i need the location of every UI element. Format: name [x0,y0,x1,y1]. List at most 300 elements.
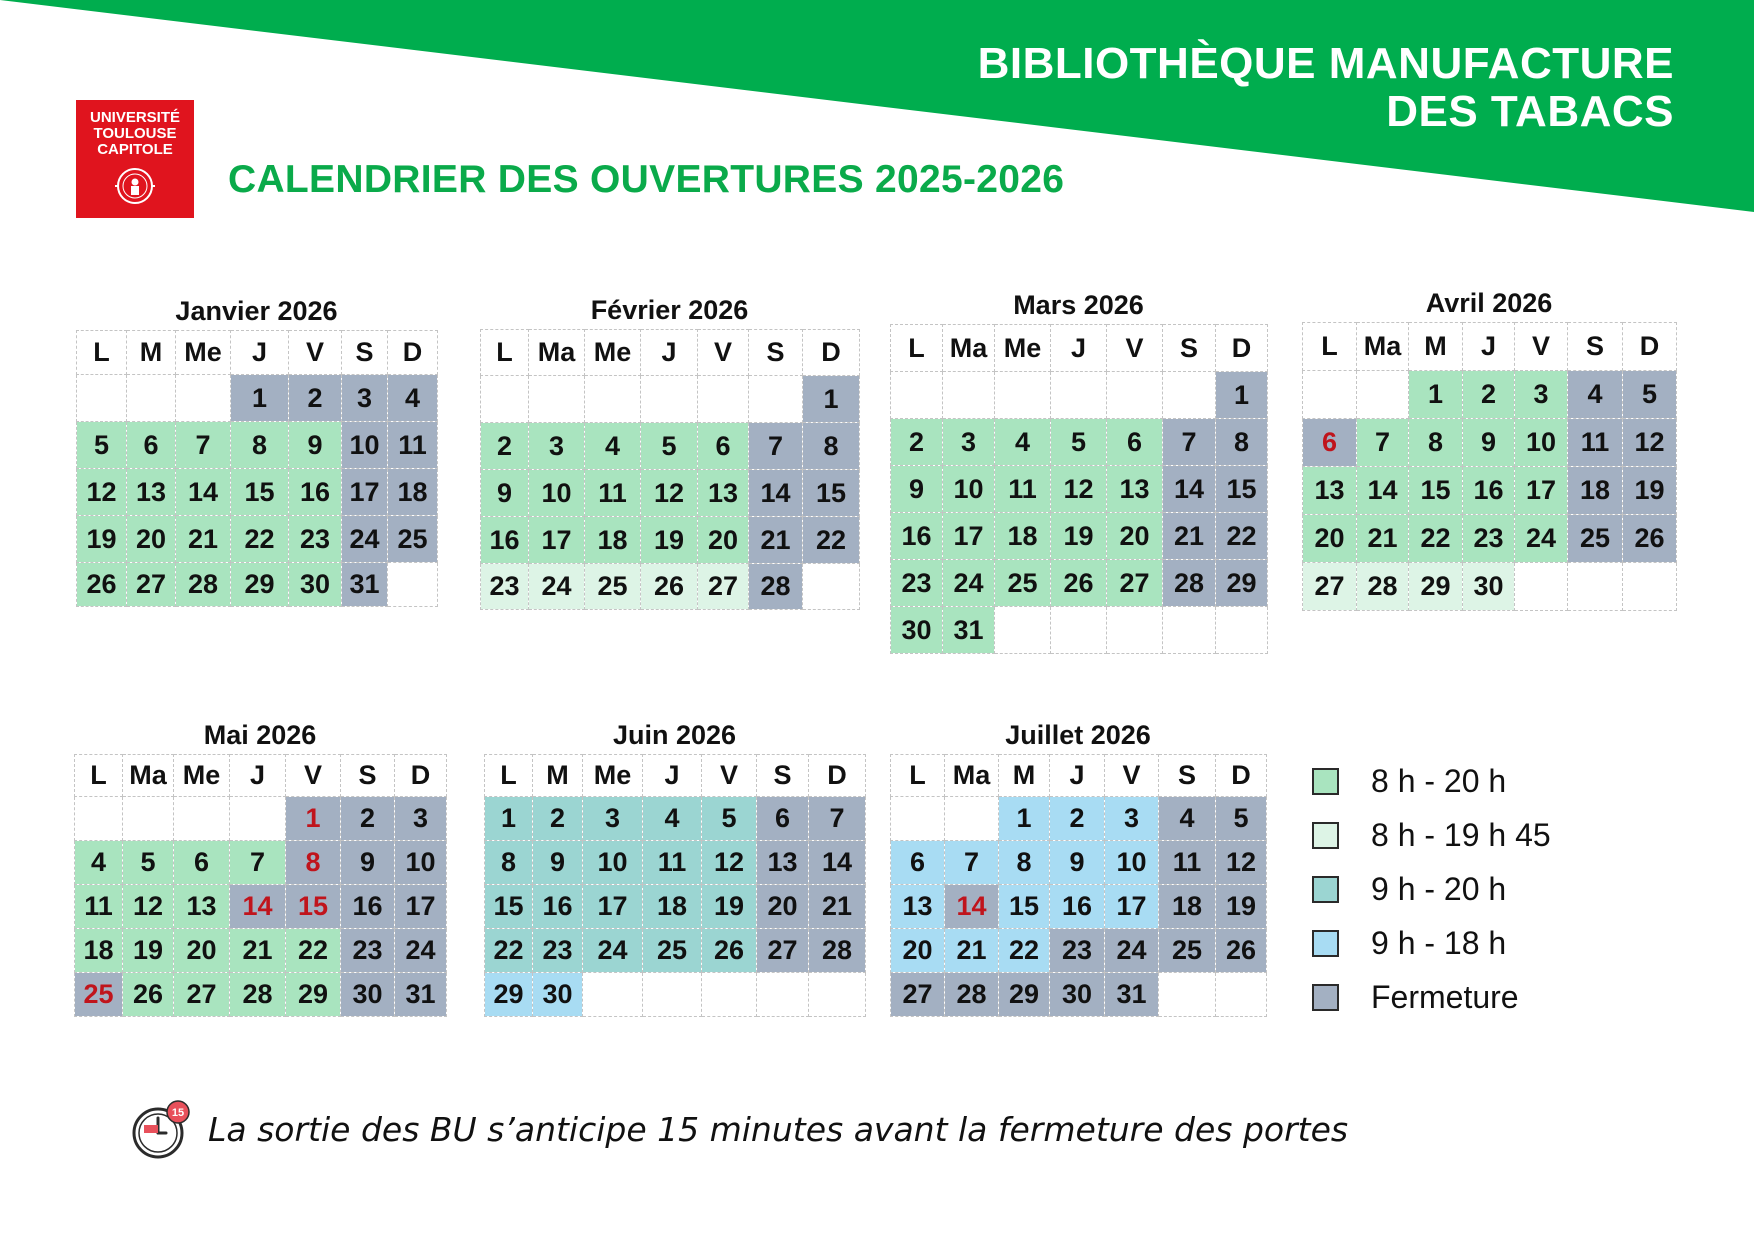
weekday-label: Ma [123,755,174,797]
day-cell: 10 [943,466,995,513]
month-calendar [1302,284,1677,611]
day-cell: 29 [1216,560,1268,607]
day-cell: 24 [395,929,447,973]
week-row [77,516,438,563]
empty-cell [529,376,585,423]
day-cell: 11 [643,841,702,885]
day-cell: 8 [1409,419,1463,467]
day-cell: 18 [75,929,123,973]
weekday-label: L [485,755,533,797]
empty-cell [585,376,641,423]
day-cell: 1 [485,797,533,841]
empty-cell [127,375,176,422]
day-cell: 19 [641,517,698,564]
day-cell: 19 [123,929,174,973]
month-grid [74,754,447,1017]
month-grid [890,324,1268,654]
empty-cell [1163,372,1216,419]
day-cell: 3 [583,797,643,841]
weekday-label: Ma [943,325,995,372]
month-title: Avril 2026 [1425,288,1553,318]
legend [1312,754,1551,1024]
day-cell: 15 [286,885,341,929]
week-row [481,470,860,517]
day-cell: 18 [995,513,1051,560]
day-cell: 21 [176,516,231,563]
day-cell: 4 [585,423,641,470]
day-cell: 3 [1105,797,1159,841]
day-cell: 11 [75,885,123,929]
month-calendar [890,286,1268,654]
week-row [77,422,438,469]
day-cell: 23 [341,929,395,973]
week-row [891,372,1268,419]
weekday-label: M [1409,323,1463,371]
day-cell: 15 [485,885,533,929]
weekday-label: L [481,330,529,376]
day-cell: 16 [289,469,342,516]
month-grid [1302,322,1677,611]
empty-cell [1159,973,1216,1017]
day-cell: 24 [583,929,643,973]
day-cell: 26 [123,973,174,1017]
day-cell: 10 [342,422,388,469]
weekday-label: S [1159,755,1216,797]
day-cell: 24 [943,560,995,607]
weekday-label: L [75,755,123,797]
day-cell: 5 [641,423,698,470]
day-cell: 15 [1409,467,1463,515]
day-cell: 20 [1107,513,1163,560]
day-cell: 16 [481,517,529,564]
day-cell: 27 [1303,563,1357,611]
week-row [891,560,1268,607]
weekday-label: S [1568,323,1623,371]
legend-swatch [1312,822,1339,849]
week-row [891,466,1268,513]
day-cell: 13 [174,885,230,929]
weekday-label: L [1303,323,1357,371]
day-cell: 10 [395,841,447,885]
day-cell: 2 [289,375,342,422]
day-cell: 7 [809,797,866,841]
day-cell: 27 [698,564,749,610]
week-row [1303,371,1677,419]
day-cell: 14 [1357,467,1409,515]
day-cell: 13 [1107,466,1163,513]
day-cell: 13 [757,841,809,885]
empty-cell [1107,372,1163,419]
week-row [891,797,1267,841]
day-cell: 10 [529,470,585,517]
day-cell: 6 [174,841,230,885]
day-cell: 13 [127,469,176,516]
week-row [485,929,866,973]
day-cell: 11 [995,466,1051,513]
day-cell: 5 [702,797,757,841]
weekday-label: Me [583,755,643,797]
weekday-label: D [1216,325,1268,372]
week-row [891,929,1267,973]
day-cell: 21 [1163,513,1216,560]
month-calendar [74,716,447,1017]
empty-cell [943,372,995,419]
day-cell: 17 [395,885,447,929]
week-row [891,973,1267,1017]
day-cell: 6 [1303,419,1357,467]
day-cell: 27 [127,563,176,607]
empty-cell [481,376,529,423]
weekday-label: Me [176,331,231,375]
day-cell: 7 [1163,419,1216,466]
day-cell: 29 [999,973,1050,1017]
day-cell: 21 [945,929,999,973]
day-cell: 5 [1623,371,1677,419]
day-cell: 20 [698,517,749,564]
logo-line3: CAPITOLE [97,141,173,158]
day-cell: 27 [174,973,230,1017]
week-row [891,885,1267,929]
day-cell: 23 [891,560,943,607]
stopwatch-badge: 15 [171,1107,185,1119]
day-cell: 3 [529,423,585,470]
legend-swatch [1312,768,1339,795]
empty-cell [123,797,174,841]
day-cell: 9 [341,841,395,885]
day-cell: 13 [891,885,945,929]
day-cell: 12 [1051,466,1107,513]
empty-cell [1051,372,1107,419]
day-cell: 14 [176,469,231,516]
weekday-label: S [757,755,809,797]
day-cell: 12 [702,841,757,885]
empty-cell [1623,563,1677,611]
day-cell: 2 [1463,371,1515,419]
empty-cell [1107,607,1163,654]
day-cell: 21 [230,929,286,973]
logo-line1: UNIVERSITÉ [89,109,180,126]
week-row [891,513,1268,560]
footer-text: La sortie des BU s’anticipe 15 minutes avant la fermeture des portes [208,1109,1349,1149]
weekday-label: V [286,755,341,797]
day-cell: 20 [127,516,176,563]
week-row [1303,467,1677,515]
empty-cell [1357,371,1409,419]
day-cell: 29 [231,563,289,607]
day-cell: 16 [341,885,395,929]
day-cell: 1 [803,376,860,423]
day-cell: 29 [485,973,533,1017]
library-name-line1: BIBLIOTHÈQUE MANUFACTURE [977,39,1674,88]
day-cell: 14 [230,885,286,929]
day-cell: 6 [757,797,809,841]
day-cell: 18 [643,885,702,929]
weekday-label: Me [174,755,230,797]
month-title: Mai 2026 [203,720,317,750]
legend-item [1312,916,1551,970]
day-cell: 16 [1463,467,1515,515]
day-cell: 8 [231,422,289,469]
weekday-header-row [891,755,1267,797]
day-cell: 2 [533,797,583,841]
day-cell: 9 [533,841,583,885]
day-cell: 1 [1409,371,1463,419]
weekday-label: Me [995,325,1051,372]
day-cell: 1 [999,797,1050,841]
day-cell: 15 [999,885,1050,929]
week-row [1303,515,1677,563]
day-cell: 30 [1463,563,1515,611]
empty-cell [583,973,643,1017]
day-cell: 9 [1463,419,1515,467]
day-cell: 23 [481,564,529,610]
weekday-label: J [1051,325,1107,372]
day-cell: 30 [1050,973,1105,1017]
weekday-label: D [1623,323,1677,371]
day-cell: 26 [1216,929,1267,973]
day-cell: 28 [230,973,286,1017]
library-name-line2: DES TABACS [1386,87,1674,136]
month-title: Mars 2026 [1013,290,1144,320]
week-row [485,973,866,1017]
university-logo [76,100,194,218]
month-calendar [480,291,860,610]
week-row [77,375,438,422]
day-cell: 3 [395,797,447,841]
legend-label: 9 h - 20 h [1371,870,1507,907]
week-row [891,841,1267,885]
weekday-label: D [1216,755,1267,797]
weekday-label: J [641,330,698,376]
day-cell: 13 [698,470,749,517]
day-cell: 28 [945,973,999,1017]
weekday-label: V [289,331,342,375]
day-cell: 27 [891,973,945,1017]
day-cell: 17 [583,885,643,929]
weekday-label: M [533,755,583,797]
empty-cell [1568,563,1623,611]
week-row [891,607,1268,654]
day-cell: 22 [1409,515,1463,563]
empty-cell [641,376,698,423]
day-cell: 7 [749,423,803,470]
week-row [481,423,860,470]
day-cell: 28 [749,564,803,610]
empty-cell [1163,607,1216,654]
day-cell: 4 [1159,797,1216,841]
week-row [75,929,447,973]
day-cell: 30 [289,563,342,607]
day-cell: 15 [1216,466,1268,513]
empty-cell [1216,973,1267,1017]
day-cell: 11 [1568,419,1623,467]
legend-item [1312,808,1551,862]
day-cell: 6 [1107,419,1163,466]
day-cell: 20 [1303,515,1357,563]
day-cell: 5 [1051,419,1107,466]
legend-item [1312,754,1551,808]
empty-cell [995,607,1051,654]
empty-cell [643,973,702,1017]
day-cell: 25 [388,516,438,563]
month-title: Février 2026 [590,295,749,325]
day-cell: 2 [891,419,943,466]
day-cell: 24 [529,564,585,610]
day-cell: 12 [1623,419,1677,467]
seal-icon [115,166,155,206]
weekday-label: Ma [945,755,999,797]
week-row [1303,563,1677,611]
weekday-header-row [891,325,1268,372]
weekday-label: Ma [529,330,585,376]
legend-item [1312,970,1551,1024]
day-cell: 16 [1050,885,1105,929]
library-name [978,40,1674,136]
day-cell: 28 [1163,560,1216,607]
weekday-label: D [803,330,860,376]
weekday-label: S [1163,325,1216,372]
day-cell: 22 [231,516,289,563]
day-cell: 23 [533,929,583,973]
empty-cell [75,797,123,841]
day-cell: 17 [342,469,388,516]
day-cell: 11 [585,470,641,517]
weekday-label: S [749,330,803,376]
day-cell: 22 [1216,513,1268,560]
day-cell: 24 [1105,929,1159,973]
weekday-label: J [230,755,286,797]
weekday-label: S [342,331,388,375]
empty-cell [945,797,999,841]
weekday-header-row [481,330,860,376]
day-cell: 28 [809,929,866,973]
weekday-label: J [1463,323,1515,371]
day-cell: 26 [702,929,757,973]
day-cell: 16 [533,885,583,929]
legend-label: 9 h - 18 h [1371,924,1507,961]
empty-cell [1303,371,1357,419]
empty-cell [1515,563,1568,611]
day-cell: 2 [481,423,529,470]
weekday-label: V [1515,323,1568,371]
day-cell: 18 [388,469,438,516]
page-title: CALENDRIER DES OUVERTURES 2025-2026 [228,158,1065,201]
day-cell: 12 [1216,841,1267,885]
day-cell: 20 [174,929,230,973]
day-cell: 2 [1050,797,1105,841]
day-cell: 14 [809,841,866,885]
empty-cell [702,973,757,1017]
weekday-label: V [702,755,757,797]
day-cell: 7 [230,841,286,885]
week-row [485,885,866,929]
empty-cell [698,376,749,423]
weekday-label: J [1050,755,1105,797]
weekday-label: M [127,331,176,375]
day-cell: 6 [698,423,749,470]
day-cell: 3 [943,419,995,466]
day-cell: 30 [891,607,943,654]
day-cell: 22 [803,517,860,564]
empty-cell [388,563,438,607]
weekday-label: Me [585,330,641,376]
weekday-label: L [891,325,943,372]
empty-cell [176,375,231,422]
day-cell: 6 [127,422,176,469]
week-row [485,797,866,841]
week-row [481,517,860,564]
day-cell: 19 [1051,513,1107,560]
day-cell: 4 [388,375,438,422]
day-cell: 9 [481,470,529,517]
weekday-header-row [1303,323,1677,371]
day-cell: 14 [945,885,999,929]
month-title: Janvier 2026 [175,296,338,326]
day-cell: 17 [943,513,995,560]
weekday-label: M [999,755,1050,797]
day-cell: 23 [1463,515,1515,563]
day-cell: 8 [1216,419,1268,466]
day-cell: 25 [995,560,1051,607]
day-cell: 18 [1159,885,1216,929]
empty-cell [757,973,809,1017]
day-cell: 17 [529,517,585,564]
day-cell: 24 [342,516,388,563]
day-cell: 31 [342,563,388,607]
legend-item [1312,862,1551,916]
footer-note [130,1098,1348,1160]
empty-cell [1051,607,1107,654]
day-cell: 8 [286,841,341,885]
day-cell: 12 [77,469,127,516]
day-cell: 25 [1568,515,1623,563]
legend-swatch [1312,930,1339,957]
day-cell: 18 [585,517,641,564]
day-cell: 25 [585,564,641,610]
weekday-header-row [485,755,866,797]
day-cell: 11 [388,422,438,469]
day-cell: 9 [1050,841,1105,885]
legend-swatch [1312,876,1339,903]
day-cell: 23 [1050,929,1105,973]
day-cell: 12 [123,885,174,929]
logo-line2: TOULOUSE [93,125,177,142]
day-cell: 3 [1515,371,1568,419]
week-row [481,564,860,610]
weekday-label: L [891,755,945,797]
weekday-label: V [698,330,749,376]
day-cell: 15 [231,469,289,516]
weekday-label: J [643,755,702,797]
day-cell: 11 [1159,841,1216,885]
day-cell: 17 [1105,885,1159,929]
month-grid [484,754,866,1017]
day-cell: 8 [999,841,1050,885]
day-cell: 26 [77,563,127,607]
empty-cell [803,564,860,610]
day-cell: 26 [641,564,698,610]
day-cell: 27 [757,929,809,973]
day-cell: 21 [1357,515,1409,563]
empty-cell [174,797,230,841]
empty-cell [891,797,945,841]
day-cell: 12 [641,470,698,517]
day-cell: 21 [809,885,866,929]
legend-label: Fermeture [1371,978,1519,1015]
week-row [75,797,447,841]
empty-cell [995,372,1051,419]
day-cell: 22 [485,929,533,973]
